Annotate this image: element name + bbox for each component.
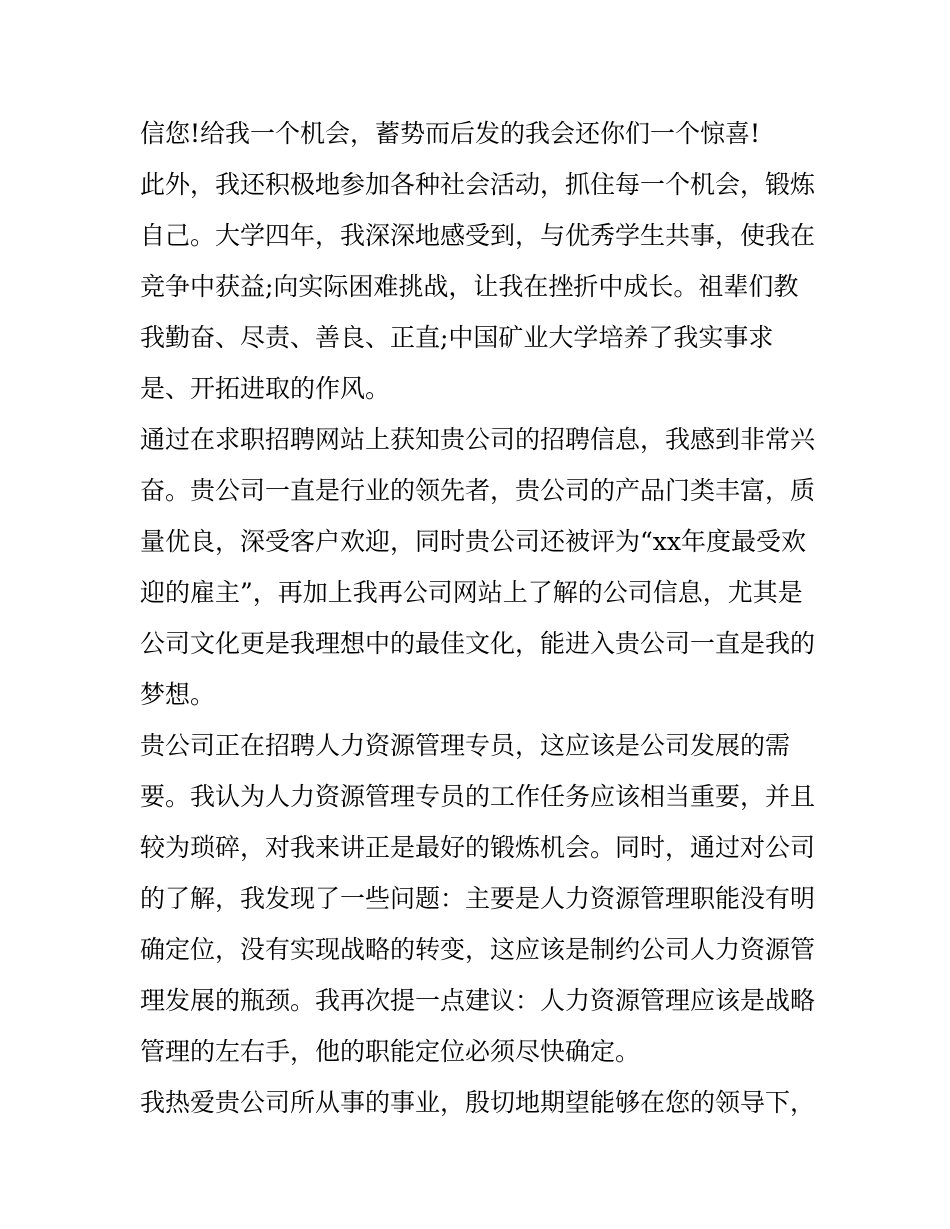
text-line: 我勤奋、尽责、善良、正直;中国矿业大学培养了我实事求 (140, 323, 774, 352)
text-line: 我热爱贵公司所从事的事业，殷切地期望能够在您的领导下， (140, 1088, 816, 1117)
text-line: 确定位，没有实现战略的转变，这应该是制约公司人力资源管 (140, 935, 816, 964)
text-line: 奋。贵公司一直是行业的领先者，贵公司的产品门类丰富，质 (140, 476, 816, 505)
text-line: 通过在求职招聘网站上获知贵公司的招聘信息，我感到非常兴 (140, 425, 816, 454)
text-line: 竞争中获益;向实际困难挑战，让我在挫折中成长。祖辈们教 (140, 272, 799, 301)
text-line: 信您!给我一个机会，蓄势而后发的我会还你们一个惊喜! (140, 119, 761, 148)
document-body (140, 108, 820, 1128)
text-line: 此外，我还积极地参加各种社会活动，抓住每一个机会，锻炼 (140, 170, 816, 199)
text-line: 理发展的瓶颈。我再次提一点建议：人力资源管理应该是战略 (140, 986, 816, 1015)
text-line: 自己。大学四年，我深深地感受到，与优秀学生共事，使我在 (140, 221, 816, 250)
text-line: 梦想。 (140, 680, 216, 709)
text-line: 要。我认为人力资源管理专员的工作任务应该相当重要，并且 (140, 782, 816, 811)
text-line: 公司文化更是我理想中的最佳文化，能进入贵公司一直是我的 (140, 629, 816, 658)
text-line: 的了解，我发现了一些问题：主要是人力资源管理职能没有明 (140, 884, 816, 913)
text-line: 贵公司正在招聘人力资源管理专员，这应该是公司发展的需 (140, 731, 791, 760)
text-line: 迎的雇主”，再加上我再公司网站上了解的公司信息，尤其是 (140, 578, 803, 607)
text-line: 管理的左右手，他的职能定位必须尽快确定。 (140, 1037, 641, 1066)
text-line: 较为琐碎，对我来讲正是最好的锻炼机会。同时，通过对公司 (140, 833, 816, 862)
text-line: 量优良，深受客户欢迎，同时贵公司还被评为“xx年度最受欢 (140, 527, 806, 556)
text-line: 是、开拓进取的作风。 (140, 374, 391, 403)
